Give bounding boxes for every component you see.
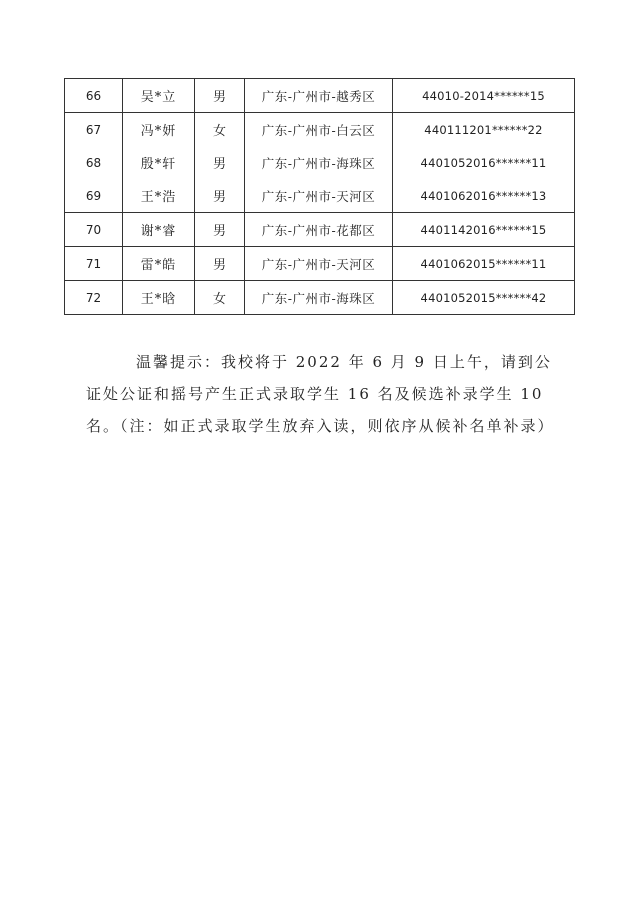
student-name: 吴*立 [123, 79, 195, 113]
admission-notice-paragraph: 温馨提示：我校将于 2022 年 6 月 9 日上午，请到公证处公证和摇号产生正式录取学生 16 名及候选补录学生 10 名。（注：如正式录取学生放弃入读，则依序从候补名单补录） [86, 353, 555, 435]
student-gender: 男 [195, 146, 245, 179]
table-row [65, 281, 575, 315]
student-id-number: 4401052016******11 [393, 146, 575, 179]
student-gender: 女 [195, 113, 245, 147]
student-id-number: 44010-2014******15 [393, 79, 575, 113]
table-row [65, 179, 575, 213]
student-name: 雷*皓 [123, 247, 195, 281]
row-index: 70 [65, 213, 123, 247]
student-name: 殷*轩 [123, 146, 195, 179]
student-region: 广东-广州市-花都区 [245, 213, 393, 247]
student-id-number: 440111201******22 [393, 113, 575, 147]
student-name: 冯*妍 [123, 113, 195, 147]
student-id-number: 4401142016******15 [393, 213, 575, 247]
student-region: 广东-广州市-天河区 [245, 247, 393, 281]
table-row [65, 213, 575, 247]
student-gender: 男 [195, 213, 245, 247]
student-region: 广东-广州市-海珠区 [245, 281, 393, 315]
student-gender: 男 [195, 79, 245, 113]
table-row [65, 79, 575, 113]
row-index: 72 [65, 281, 123, 315]
student-region: 广东-广州市-天河区 [245, 179, 393, 213]
table-row [65, 247, 575, 281]
student-region: 广东-广州市-白云区 [245, 113, 393, 147]
student-id-number: 4401062016******13 [393, 179, 575, 213]
row-index: 68 [65, 146, 123, 179]
row-index: 66 [65, 79, 123, 113]
student-id-number: 4401052015******42 [393, 281, 575, 315]
student-id-number: 4401062015******11 [393, 247, 575, 281]
row-index: 71 [65, 247, 123, 281]
row-index: 67 [65, 113, 123, 147]
table-row [65, 146, 575, 179]
student-gender: 男 [195, 247, 245, 281]
student-gender: 女 [195, 281, 245, 315]
student-region: 广东-广州市-越秀区 [245, 79, 393, 113]
admission-roster-table [64, 78, 575, 315]
row-index: 69 [65, 179, 123, 213]
student-name: 王*晗 [123, 281, 195, 315]
table-row [65, 113, 575, 147]
student-name: 王*浩 [123, 179, 195, 213]
student-gender: 男 [195, 179, 245, 213]
student-name: 谢*睿 [123, 213, 195, 247]
student-region: 广东-广州市-海珠区 [245, 146, 393, 179]
